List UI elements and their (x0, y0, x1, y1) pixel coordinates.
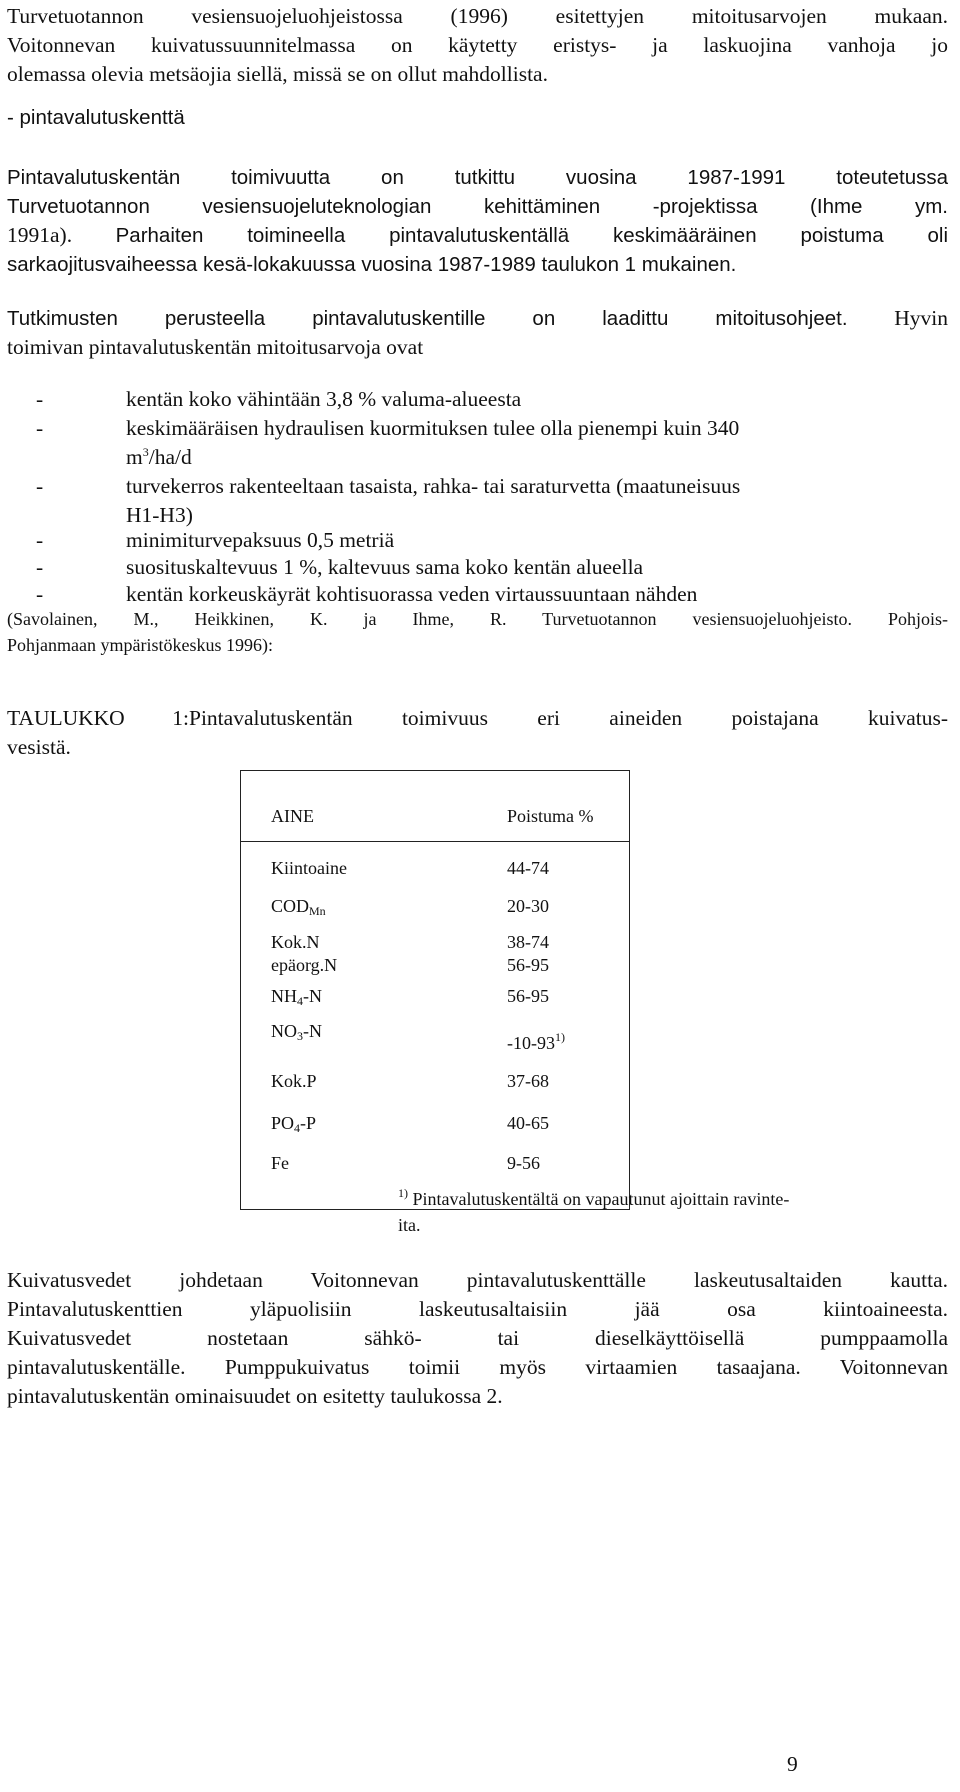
table-cell-value: 56-95 (507, 986, 549, 1006)
list-item (0, 414, 960, 472)
unit-exponent: 3 (142, 445, 149, 459)
caption-text: Pintavalutuskentän toimivuus eri aineiden poistajana kuivatus- (189, 706, 948, 730)
list-item-text: kentän koko vähintään 3,8 % valuma-alueesta (126, 387, 522, 411)
column-header-aine: AINE (271, 806, 314, 826)
table-cell-name: epäorg.N (271, 955, 338, 975)
intro-line: Voitonnevan kuivatussuunnitelmassa on käytetty eristys- ja laskuojina vanhoja jo (7, 33, 948, 57)
table-header-divider (241, 841, 629, 842)
list-item-text (126, 472, 826, 530)
footnote-text: Pintavalutuskentältä on vapautunut ajoittain ravinte- (412, 1189, 790, 1209)
table-cell-value: -10-93$^{1)}$ (507, 1030, 565, 1053)
table-cell-value: 44-74 (507, 858, 549, 878)
paragraph-line: pintavalutuskentän ominaisuudet on esitetty taulukossa 2. (7, 1384, 503, 1408)
citation-year: 1991a). (7, 223, 73, 247)
table-footnote (398, 1186, 958, 1238)
intro-line: olemassa olevia metsäojia siellä, missä se on ollut mahdollista. (7, 62, 548, 86)
table-cell-value: 37-68 (507, 1071, 549, 1091)
list-item (0, 472, 960, 530)
table-cell-value: 40-65 (507, 1113, 549, 1133)
paragraph-line: pintavalutuskentälle. Pumppukuivatus toimii myös virtaamien tasaajana. Voitonnevan (7, 1355, 948, 1379)
footnote-marker: 1) (398, 1186, 408, 1200)
list-dash: - (36, 582, 44, 606)
table-cell-name: Fe (271, 1153, 289, 1173)
column-header-poistuma: Poistuma % (507, 806, 594, 826)
source-citation (7, 606, 948, 658)
closing-paragraph (7, 1266, 948, 1411)
paragraph-line: toimivan pintavalutuskentän mitoitusarvoja ovat (7, 335, 424, 359)
list-dash: - (36, 528, 44, 552)
intro-line: Turvetuotannon vesiensuojeluohjeistossa (1996) esitettyjen mitoitusarvojen mukaan. (7, 4, 948, 28)
table-cell-name: $NO_3-N$ (271, 1021, 322, 1043)
footnote-line (398, 1186, 958, 1212)
list-dash: - (36, 416, 44, 440)
list-item-text (126, 414, 826, 472)
list-item-text: kentän korkeuskäyrät kohtisuorassa veden virtaussuuntaan nähden (126, 582, 698, 606)
list-dash: - (36, 387, 44, 411)
paragraph-text: Tutkimusten perusteella pintavalutuskentille on laadittu mitoitusohjeet. (7, 307, 848, 330)
table-caption (7, 704, 948, 762)
paragraph-pintavalutus-research (7, 163, 948, 279)
table-cell-name: $PO_4-P$ (271, 1113, 317, 1135)
paragraph-line (7, 304, 948, 333)
paragraph-text: Parhaiten toimineella pintavalutuskentällä keskimääräinen poistuma oli (115, 224, 949, 247)
list-item-text: suosituskaltevuus 1 %, kaltevuus sama koko kentän alueella (126, 555, 644, 579)
list-item-line: turvekerros rakenteeltaan tasaista, rahka- tai saraturvetta (maatuneisuus (126, 474, 741, 498)
list-item-line: keskimääräisen hydraulisen kuormituksen tulee olla pienempi kuin 340 (126, 416, 740, 440)
list-dash: - (36, 555, 44, 579)
removal-table (240, 770, 630, 1210)
paragraph-line: Kuivatusvedet johdetaan Voitonnevan pintavalutuskenttälle laskeutusaltaiden kautta. (7, 1268, 948, 1292)
table-cell-value: 38-74 (507, 932, 549, 952)
citation-line: (Savolainen, M., Heikkinen, K. ja Ihme, R. Turvetuotannon vesiensuojeluohjeisto. Pohjois- (7, 609, 948, 629)
table-cell-name: $NH_4-N$ (271, 986, 322, 1008)
citation-line: Pohjanmaan ympäristökeskus 1996): (7, 635, 273, 655)
paragraph-line: Pintavalutuskenttien yläpuolisiin laskeutusaltaisiin jää osa kiintoaineesta. (7, 1297, 948, 1321)
table-cell-value: 56-95 (507, 955, 549, 975)
caption-line (7, 704, 948, 733)
table-label: TAULUKKO 1: (7, 706, 189, 730)
table-cell-name: Kok.P (271, 1071, 317, 1091)
unit-m: m (126, 445, 143, 469)
paragraph-line: Pintavalutuskentän toimivuutta on tutkittu vuosina 1987-1991 toteutetussa (7, 166, 948, 189)
table-cell-name: Kok.N (271, 932, 320, 952)
table-cell-name: $COD_{Mn}$ (271, 896, 326, 918)
paragraph-line (7, 221, 948, 250)
page-number: 9 (787, 1752, 798, 1776)
table-cell-value: 20-30 (507, 896, 549, 916)
intro-paragraph (7, 2, 948, 89)
list-dash: - (36, 474, 44, 498)
table-cell-name: Kiintoaine (271, 858, 347, 878)
paragraph-line: sarkaojitusvaiheessa kesä-lokakuussa vuosina 1987-1989 taulukon 1 mukainen. (7, 253, 737, 276)
table-cell-value: 9-56 (507, 1153, 540, 1173)
paragraph-text: Hyvin (894, 306, 949, 330)
paragraph-line: Kuivatusvedet nostetaan sähkö- tai dieselkäyttöisellä pumppaamolla (7, 1326, 948, 1350)
list-item-line: H1-H3) (126, 503, 193, 527)
paragraph-line: Turvetuotannon vesiensuojeluteknologian kehittäminen -projektissa (Ihme ym. (7, 195, 948, 218)
section-heading: - pintavalutuskenttä (7, 106, 185, 129)
footnote-line: ita. (398, 1215, 421, 1235)
list-item-text: minimiturvepaksuus 0,5 metriä (126, 528, 395, 552)
paragraph-guidelines (7, 304, 948, 362)
unit-rest: /ha/d (148, 445, 192, 469)
caption-line: vesistä. (7, 735, 71, 759)
